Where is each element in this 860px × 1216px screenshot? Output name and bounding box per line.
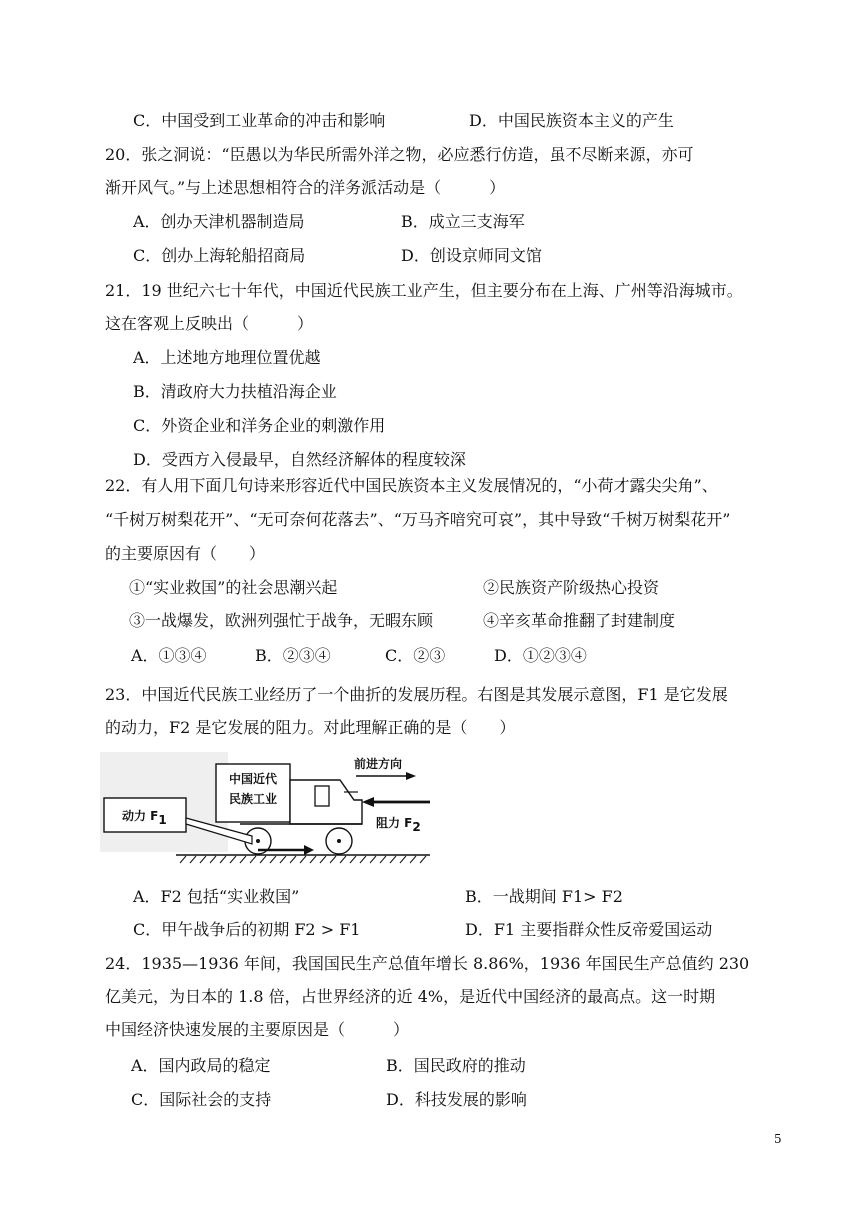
q21-option-d: D．受西方入侵最早，自然经济解体的程度较深 <box>133 450 466 469</box>
resistance-label-subscript: 2 <box>412 820 421 834</box>
q23-option-c: C．甲午战争后的初期 F2 > F1 <box>133 920 361 939</box>
q22-item-1: ①“实业救国”的社会思潮兴起 <box>129 578 338 597</box>
q21-stem-line1: 21．19 世纪六七十年代，中国近代民族工业产生，但主要分布在上海、广州等沿海城市。 <box>105 281 743 300</box>
q22-stem-line2: “千树万树梨花开”、“无可奈何花落去”、“万马齐喑究可哀”，其中导致“千树万树梨花开” <box>105 510 731 529</box>
truck-label-line1: 中国近代 <box>229 772 278 786</box>
q21-option-a: A．上述地方地理位置优越 <box>133 348 321 367</box>
q20-option-a: A．创办天津机器制造局 <box>133 212 305 231</box>
q24-stem-line1: 24．1935—1936 年间，我国国民生产总值年增长 8.86%，1936 年国民生产总值约 230 <box>105 954 750 973</box>
page-number: 5 <box>774 1132 782 1146</box>
direction-label: 前进方向 <box>354 757 403 771</box>
q23-stem-line2: 的动力，F2 是它发展的阻力。对此理解正确的是（ ） <box>105 718 516 737</box>
resistance-label <box>376 815 421 834</box>
q22-item-2: ②民族资产阶级热心投资 <box>483 578 660 597</box>
q24-option-c: C．国际社会的支持 <box>131 1090 272 1109</box>
q21-option-c: C．外资企业和洋务企业的刺激作用 <box>133 416 386 435</box>
q20-option-d: D．创设京师同文馆 <box>401 246 542 265</box>
q23-option-d: D．F1 主要指群众性反帝爱国运动 <box>465 920 713 939</box>
q24-option-a: A．国内政局的稳定 <box>131 1056 271 1075</box>
q23-option-a: A．F2 包括“实业救国” <box>133 887 300 906</box>
q23-stem-line1: 23．中国近代民族工业经历了一个曲折的发展历程。右图是其发展示意图，F1 是它发展 <box>105 685 728 704</box>
q24-stem-line3: 中国经济快速发展的主要原因是（ ） <box>105 1020 410 1039</box>
q22-stem-line1: 22．有人用下面几句诗来形容近代中国民族资本主义发展情况的，“小荷才露尖尖角”、 <box>105 476 718 495</box>
q21-option-b: B．清政府大力扶植沿海企业 <box>133 382 337 401</box>
q20-option-c: C．创办上海轮船招商局 <box>133 246 306 265</box>
q20-stem-line2: 渐开风气。”与上述思想相符合的洋务派活动是（ ） <box>105 178 506 197</box>
ground-hatching <box>180 856 426 863</box>
q22-item-3: ③一战爆发，欧洲列强忙于战争，无暇东顾 <box>129 611 434 630</box>
q20-stem-line1: 20．张之洞说：“臣愚以为华民所需外洋之物，必应悉行仿造，虽不尽断来源，亦可 <box>105 145 694 164</box>
resistance-label-text: 阻力 F <box>376 816 413 830</box>
resistance-arrow-head <box>362 797 374 807</box>
q19-option-d: D．中国民族资本主义的产生 <box>469 111 674 130</box>
q22-option-a: A．①③④ <box>131 646 207 665</box>
q22-option-c: C．②③ <box>385 646 446 665</box>
q24-stem-line2: 亿美元，为日本的 1.8 倍，占世界经济的近 4%，是近代中国经济的最高点。这一时期 <box>105 987 716 1006</box>
q23-option-b: B．一战期间 F1> F2 <box>465 887 623 906</box>
power-label-subscript: 1 <box>158 813 167 827</box>
q22-item-4: ④辛亥革命推翻了封建制度 <box>483 611 676 630</box>
q22-option-d: D．①②③④ <box>494 646 587 665</box>
q22-stem-line3: 的主要原因有（ ） <box>105 544 266 563</box>
q24-option-d: D．科技发展的影响 <box>386 1090 527 1109</box>
q22-option-b: B．②③④ <box>255 646 331 665</box>
wheel-hub <box>337 839 341 843</box>
power-arrow-head <box>304 845 314 855</box>
q23-figure-truck-diagram <box>100 752 432 870</box>
q19-option-c: C．中国受到工业革命的冲击和影响 <box>133 111 386 130</box>
wheel-hub <box>256 839 260 843</box>
q20-option-b: B．成立三支海军 <box>401 212 525 231</box>
q24-option-b: B．国民政府的推动 <box>386 1056 526 1075</box>
truck-label-line2: 民族工业 <box>229 792 278 806</box>
q21-stem-line2: 这在客观上反映出（ ） <box>105 314 314 333</box>
direction-arrow-head <box>406 772 416 780</box>
power-label-text: 动力 F <box>122 809 159 823</box>
